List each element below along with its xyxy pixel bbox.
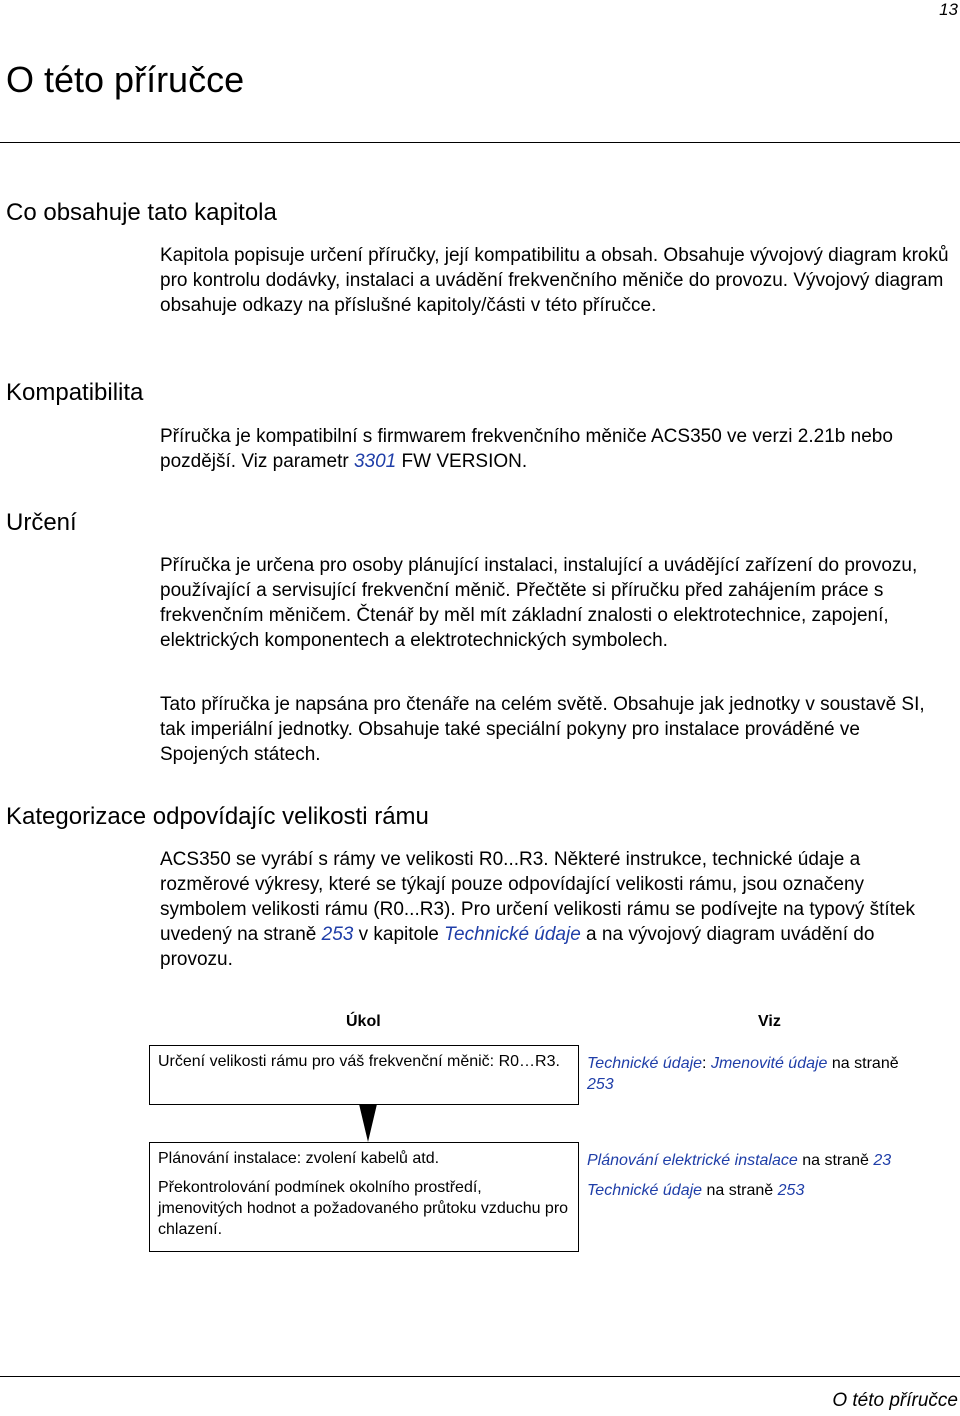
- section-heading-contents: Co obsahuje tato kapitola: [6, 199, 277, 226]
- title-divider: [0, 142, 960, 143]
- flow-arrow: [356, 1104, 380, 1144]
- task-column-header: Úkol: [346, 1013, 381, 1030]
- step-2-page-link-253[interactable]: 253: [777, 1182, 805, 1199]
- parameter-link[interactable]: 3301: [353, 451, 397, 472]
- see-column-header: Viz: [758, 1013, 781, 1030]
- contents-text: Kapitola popisuje určení příručky, její kompatibilitu a obsah. Obsahuje vývojový diagram kroků pro kontrolu dodávky, instalaci a uvádění frekvenčního měniče do provozu. Vývojový diagram obsahuje odkazy na příslušné kapitoly/části v této příručce.: [160, 245, 949, 316]
- flowchart-step-1: [149, 1045, 579, 1105]
- step-2-task-line-2: Překontrolování podmínek okolního prostředí, jmenovitých hodnot a požadovaného průtoku vzduchu pro chlazení.: [158, 1179, 569, 1238]
- chapter-link-technical-data[interactable]: Technické údaje: [444, 924, 581, 945]
- frame-size-text-before: ACS350 se vyrábí s rámy ve velikosti R0...R3. Některé instrukce, technické údaje a rozměrové výkresy, které se týkají pouze odpovídající velikosti rámu, jsou označeny symbolem velikosti rámu (R0...R3). Pro určení velikosti rámu se podívejte na typový štítek uvedený na straně: [160, 849, 915, 945]
- step-2-link-technical-data[interactable]: Technické údaje: [587, 1182, 703, 1199]
- section-heading-compatibility: Kompatibilita: [6, 379, 144, 406]
- page-link-253[interactable]: 253: [321, 924, 354, 945]
- step-1-page-link[interactable]: 253: [587, 1076, 614, 1093]
- step-2-see-2-text: na straně: [702, 1182, 778, 1199]
- compatibility-text-after: FW VERSION.: [396, 451, 528, 472]
- section-heading-frame-size: Kategorizace odpovídajíc velikosti rámu: [6, 803, 429, 830]
- compatibility-text-before: Příručka je kompatibilní s firmwarem frekvenčního měniče ACS350 ve verzi 2.21b nebo pozdější. Viz parametr: [160, 426, 893, 472]
- frame-size-text-after: a na vývojový diagram uvádění do provozu.: [160, 924, 875, 970]
- step-1-task: Určení velikosti rámu pro váš frekvenční měnič: R0…R3.: [158, 1053, 560, 1070]
- step-2-see-2: [587, 1180, 947, 1201]
- page-number: 13: [939, 0, 958, 19]
- section-heading-purpose: Určení: [6, 509, 77, 536]
- frame-size-text-middle: v kapitole: [353, 924, 445, 945]
- purpose-paragraph-1: Příručka je určena pro osoby plánující instalaci, instalující a uvádějící zařízení do provozu, používající a servisující frekvenční měnič. Přečtěte si příručku před zahájením práce s frekvenčním měničem. Čtenář by měl mít základní znalosti o elektrotechnice, zapojení, elektrických komponentech a elektrotechnických symbolech.: [160, 555, 918, 651]
- purpose-paragraph-2: Tato příručka je napsána pro čtenáře na celém světě. Obsahuje jak jednotky v soustavě SI, tak imperiální jednotky. Obsahuje také speciální pokyny pro instalace prováděné ve Spojených státech.: [160, 694, 925, 765]
- footer-chapter-name: O této příručce: [832, 1390, 958, 1411]
- flowchart-step-2: [149, 1142, 579, 1252]
- step-1-see-text: na straně: [827, 1055, 899, 1072]
- compatibility-text: [160, 424, 950, 474]
- step-2-see-1-text: na straně: [797, 1152, 874, 1169]
- step-2-page-link-23[interactable]: 23: [873, 1152, 892, 1169]
- step-2-see-1: [587, 1150, 947, 1171]
- step-1-link-ratings[interactable]: Jmenovité údaje: [710, 1055, 828, 1072]
- step-1-link-technical-data[interactable]: Technické údaje: [587, 1055, 703, 1072]
- footer-divider: [0, 1376, 960, 1377]
- step-1-see-separator: :: [702, 1055, 711, 1072]
- step-1-see: [587, 1053, 947, 1095]
- step-2-task-line-1: Plánování instalace: zvolení kabelů atd.: [158, 1150, 440, 1167]
- step-2-link-electrical-planning[interactable]: Plánování elektrické instalace: [587, 1152, 798, 1169]
- chapter-title: O této příručce: [6, 59, 245, 100]
- frame-size-text: [160, 847, 950, 972]
- flow-arrow-head: [359, 1104, 377, 1142]
